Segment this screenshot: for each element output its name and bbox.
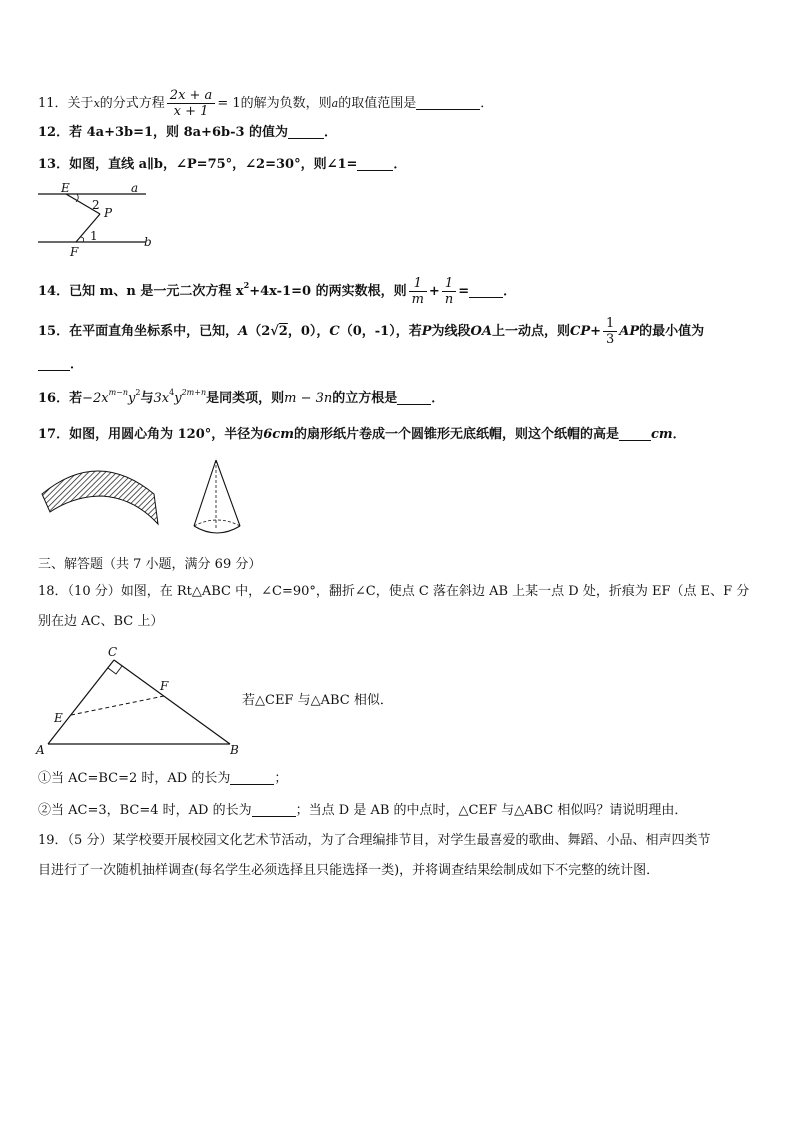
q15-f-num: 1: [603, 316, 617, 332]
question-19-line2: [38, 862, 659, 880]
q14-fraction-2: [442, 276, 456, 307]
q18-sub2-blank[interactable]: [252, 802, 296, 817]
q14-pre: 14．已知 m、n 是一元二次方程 x: [38, 284, 244, 299]
q16-t2-y-sup: 2m+n: [181, 388, 207, 397]
q19-line1: 19．（5 分）某学校要开展校园文化艺术节活动，为了合理编排节目，对学生最喜爱的歌曲、舞蹈、小品、相声四类节: [38, 833, 711, 848]
q18-sub1-end: ；: [274, 771, 288, 786]
label-2: 2: [92, 198, 100, 212]
q11-answer-blank[interactable]: [416, 95, 480, 110]
question-11: [38, 88, 493, 119]
q16-answer-blank[interactable]: [397, 390, 431, 405]
label-1: 1: [90, 229, 98, 243]
question-18-line1: [38, 583, 749, 601]
q14-end: ．: [503, 284, 517, 299]
q12-text: 12．若 4a+3b=1，则 8a+6b-3 的值为: [38, 125, 289, 140]
question-13: [38, 156, 406, 174]
cone-base-back: [194, 520, 240, 526]
q11-eq: = 1: [217, 96, 241, 111]
q15-post: 的最小值为: [639, 324, 705, 339]
q16-t1-y: y: [128, 391, 136, 406]
q13-end: ．: [393, 157, 407, 172]
q16-mid: 与: [140, 391, 154, 406]
q14-eq: =: [458, 284, 470, 299]
q14-f2-num: 1: [442, 276, 456, 292]
q18-line1: 18．（10 分）如图，在 Rt△ABC 中，∠C=90°，翻折∠C，使点 C 落在斜边 AB 上某一点 D 处，折痕为 EF（点 E、F 分: [38, 584, 750, 599]
q16-t2-sup: 4: [169, 388, 175, 397]
q15-CP: CP: [569, 324, 591, 339]
q15-C-coord: （0，-1），若: [339, 324, 422, 339]
q18-sub2-mid: ；当点 D 是 AB 的中点时，△CEF 与△ABC 相似吗？请说明理由．: [295, 803, 688, 818]
question-18-side-text: [242, 692, 393, 710]
section-3-text: 三、解答题（共 7 小题，满分 69 分）: [38, 557, 262, 572]
q15-plus: +: [590, 324, 601, 339]
q11-fraction: [167, 88, 216, 119]
question-14: [38, 276, 516, 307]
cone-figure: [190, 456, 246, 542]
q14-f2-den: n: [444, 292, 454, 307]
sqrt-symbol: √: [270, 324, 279, 339]
q17-answer-blank[interactable]: [619, 426, 651, 441]
question-17: [38, 426, 686, 444]
question-18-sub1: [38, 770, 287, 788]
q15-A: A: [238, 324, 249, 339]
q15-mid: 为线段: [431, 324, 471, 339]
q14-mid: +4x-1=0 的两实数根，则: [249, 284, 407, 299]
q17-r: 6cm: [263, 427, 294, 442]
q11-mid: 的分式方程: [99, 96, 165, 111]
q18-side: 若△CEF 与△ABC 相似．: [242, 693, 393, 708]
cone-left-edge: [194, 460, 216, 526]
q16-expr: m − 3n: [284, 391, 333, 406]
label-F: F: [160, 679, 169, 693]
q17-mid: 的扇形纸片卷成一个圆锥形无底纸帽，则这个纸帽的高是: [293, 427, 619, 442]
q16-pre: 16．若: [38, 391, 83, 406]
q15-C: C: [329, 324, 340, 339]
question-15: [38, 316, 704, 347]
q15-pre: 15．在平面直角坐标系中，已知，: [38, 324, 239, 339]
cone-right-edge: [216, 460, 240, 526]
q11-var-a: a: [331, 97, 339, 110]
label-b: b: [144, 235, 152, 249]
angle-1-arc: [80, 237, 84, 242]
label-a: a: [131, 182, 139, 195]
q18-sub1: ①当 AC=BC=2 时，AD 的长为: [38, 771, 231, 786]
q15-mid2: 上一动点，则: [491, 324, 570, 339]
label-C: C: [108, 645, 118, 659]
q14-f1-num: 1: [409, 276, 427, 292]
q16-t2-y: y: [174, 391, 182, 406]
q16-t1: −2x: [82, 391, 109, 406]
q15-f-den: 3: [606, 332, 615, 347]
q11-pre: 关于: [67, 96, 94, 111]
question-19-line1: [38, 832, 710, 850]
label-E: E: [61, 182, 70, 195]
q11-var-x: x: [93, 97, 100, 110]
question-15-line2: [38, 356, 83, 374]
q15-OA: OA: [470, 324, 492, 339]
label-A: A: [36, 743, 45, 757]
q14-f1-den: m: [411, 292, 424, 307]
label-P: P: [104, 206, 113, 220]
cone-base-front: [194, 526, 240, 533]
q15-P: P: [421, 324, 432, 339]
q16-t2: 3x: [153, 391, 170, 406]
q11-post2: 的取值范围是: [338, 96, 417, 111]
question-18-sub2: [38, 802, 687, 820]
q12-end: ．: [324, 125, 338, 140]
sector-shape: [42, 471, 158, 524]
q18-triangle-figure: [34, 644, 244, 760]
label-F: F: [70, 245, 79, 258]
q15-A-coord: （2: [248, 324, 271, 339]
fold-line-EF: [71, 696, 164, 715]
sector-paper-figure: [38, 460, 164, 536]
q11-frac-num: 2x + a: [167, 88, 216, 104]
q18-sub1-blank[interactable]: [230, 770, 274, 785]
q18-sub2: ②当 AC=3，BC=4 时，AD 的长为: [38, 803, 252, 818]
q11-number: 11．: [38, 96, 68, 111]
q12-answer-blank[interactable]: [288, 124, 324, 139]
question-18-line2: [38, 613, 163, 631]
q19-line2: 目进行了一次随机抽样调查(每名学生必须选择且只能选择一类)，并将调查结果绘制成如下不完整的统计图．: [38, 863, 660, 878]
q15-A-coord2: ，0），: [287, 324, 330, 339]
q13-answer-blank[interactable]: [357, 156, 393, 171]
question-16: [38, 390, 444, 408]
section-3-title: [38, 556, 261, 574]
side-AC: [48, 660, 114, 744]
q16-t1-sup: m−n: [108, 388, 129, 397]
q13-text: 13．如图，直线 a∥b，∠P=75°，∠2=30°，则∠1=: [38, 157, 358, 172]
q17-end: ．: [672, 427, 686, 442]
side-CB: [114, 660, 230, 744]
q17-unit: cm: [651, 427, 673, 442]
q18-line2: 别在边 AC、BC 上）: [38, 614, 164, 629]
q14-plus: +: [428, 284, 440, 299]
right-angle-mark: [108, 666, 122, 674]
q14-fraction-1: [409, 276, 427, 307]
question-12: [38, 124, 337, 142]
q16-end: ．: [431, 391, 445, 406]
q15-end: ．: [70, 357, 84, 372]
q11-frac-den: x + 1: [173, 104, 209, 119]
q14-sup: 2: [243, 280, 250, 290]
q14-answer-blank[interactable]: [469, 283, 503, 298]
label-E: E: [54, 711, 63, 725]
q11-post: 的解为负数，则: [240, 96, 332, 111]
label-B: B: [230, 743, 239, 757]
q15-sqrt: 2: [278, 324, 288, 339]
q15-AP: AP: [619, 324, 640, 339]
q15-fraction: [603, 316, 617, 347]
q16-t1-y-sup: 2: [135, 388, 141, 397]
q11-end: ．: [480, 96, 494, 111]
q16-post2: 的立方根是: [332, 391, 398, 406]
q15-answer-blank[interactable]: [38, 356, 70, 371]
q17-pre: 17．如图，用圆心角为 120°，半径为: [38, 427, 264, 442]
q16-post: 是同类项，则: [206, 391, 285, 406]
q13-parallel-lines-figure: [36, 182, 156, 258]
